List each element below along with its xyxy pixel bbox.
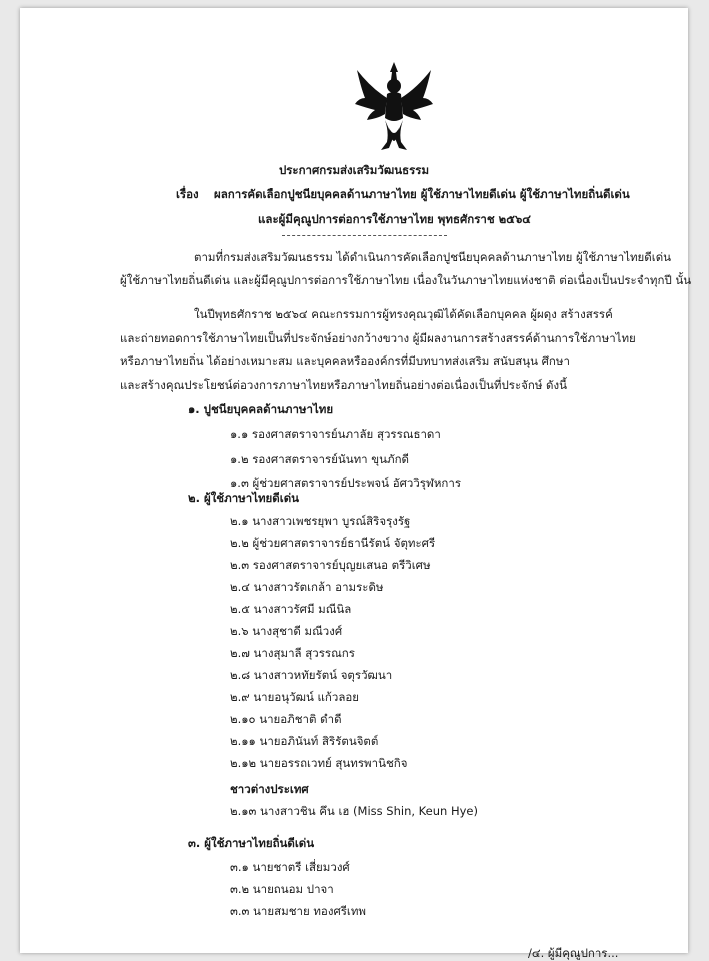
list-item: ๑.๒ รองศาสตราจารย์นันทา ขุนภักดี xyxy=(230,452,410,466)
section-2-heading: ๒. ผู้ใช้ภาษาไทยดีเด่น xyxy=(188,491,300,505)
para2-line4: และสร้างคุณประโยชน์ต่อวงการภาษาไทยหรือภาษาไทยถิ่นอย่างต่อเนื่องเป็นที่ประจักษ์ ดังนี้ xyxy=(120,378,568,392)
list-item: ๓.๒ นายถนอม ปาจา xyxy=(230,882,334,896)
list-item: ๒.๑๑ นายอภินันท์ สิริรัตนจิตต์ xyxy=(230,734,379,748)
document-page xyxy=(20,8,692,960)
para2-line3: หรือภาษาไทยถิ่น ได้อย่างเหมาะสม และบุคคลหรือองค์กรที่มีบทบาทส่งเสริม สนับสนุน ศึกษา xyxy=(120,354,570,368)
list-item: ๒.๓ รองศาสตราจารย์บุญยเสนอ ตรีวิเศษ xyxy=(230,558,431,572)
para2-line1: ในปีพุทธศักราช ๒๕๖๔ คณะกรรมการผู้ทรงคุณวุฒิได้คัดเลือกบุคคล ผู้ผดุง สร้างสรรค์ xyxy=(194,307,613,321)
foreign-subheading: ชาวต่างประเทศ xyxy=(230,782,309,796)
section-3-heading: ๓. ผู้ใช้ภาษาไทยถิ่นดีเด่น xyxy=(188,836,315,850)
announcement-title: ประกาศกรมส่งเสริมวัฒนธรรม xyxy=(278,163,430,177)
list-item: ๒.๕ นางสาวรัศมี มณีนิล xyxy=(230,602,352,616)
list-item: ๒.๔ นางสาวรัตเกล้า อามระดิษ xyxy=(230,580,384,594)
list-item: ๒.๒ ผู้ช่วยศาสตราจารย์ธานีรัตน์ จัตุทะศรี xyxy=(230,536,436,550)
para1-line1: ตามที่กรมส่งเสริมวัฒนธรรม ได้ดำเนินการคัดเลือกปูชนียบุคคลด้านภาษาไทย ผู้ใช้ภาษาไทยดีเด่น xyxy=(194,250,672,264)
subject-prefix: เรื่อง xyxy=(176,187,199,201)
section-1-heading: ๑. ปูชนียบุคคลด้านภาษาไทย xyxy=(188,402,334,416)
subject-line-1: ผลการคัดเลือกปูชนียบุคคลด้านภาษาไทย ผู้ใช้ภาษาไทยดีเด่น ผู้ใช้ภาษาไทยถิ่นดีเด่น xyxy=(214,187,630,201)
list-item: ๓.๓ นายสมชาย ทองศรีเทพ xyxy=(230,904,367,918)
continuation-note: /๔. ผู้มีคุณูปการ... xyxy=(528,946,619,960)
list-item: ๑.๑ รองศาสตราจารย์นภาลัย สุวรรณธาดา xyxy=(230,427,441,441)
garuda-emblem-icon xyxy=(351,58,437,158)
list-item: ๓.๑ นายชาตรี เสี่ยมวงศ์ xyxy=(230,860,350,874)
list-item: ๒.๖ นางสุชาดี มณีวงศ์ xyxy=(230,624,343,638)
list-item: ๒.๑ นางสาวเพชรยุพา บูรณ์สิริจรุงรัฐ xyxy=(230,514,411,528)
para2-line2: และถ่ายทอดการใช้ภาษาไทยเป็นที่ประจักษ์อย่างกว้างขวาง ผู้มีผลงานการสร้างสรรค์ด้านการใช้ภาษาไทย xyxy=(120,331,636,345)
list-item: ๑.๓ ผู้ช่วยศาสตราจารย์ประพจน์ อัศววิรุฬหการ xyxy=(230,476,462,490)
list-item: ๒.๗ นางสุมาลี สุวรรณกร xyxy=(230,646,355,660)
list-item: ๒.๑๐ นายอภิชาติ ดำดี xyxy=(230,712,342,726)
para1-line2: ผู้ใช้ภาษาไทยถิ่นดีเด่น และผู้มีคุณูปการต่อการใช้ภาษาไทย เนื่องในวันภาษาไทยแห่งชาติ ต่อเนื่องเป็นประจำทุกปี นั้น xyxy=(120,273,692,287)
title-divider xyxy=(282,235,447,236)
list-item: ๒.๑๓ นางสาวชิน คึน เฮ (Miss Shin, Keun Hye) xyxy=(230,804,478,818)
list-item: ๒.๙ นายอนุวัฒน์ แก้วลอย xyxy=(230,690,360,704)
list-item: ๒.๘ นางสาวหทัยรัตน์ จตุรวัฒนา xyxy=(230,668,393,682)
list-item: ๒.๑๒ นายอรรถเวทย์ สุนทรพานิชกิจ xyxy=(230,756,408,770)
subject-line-2: และผู้มีคุณูปการต่อการใช้ภาษาไทย พุทธศักราช ๒๕๖๔ xyxy=(258,212,531,226)
